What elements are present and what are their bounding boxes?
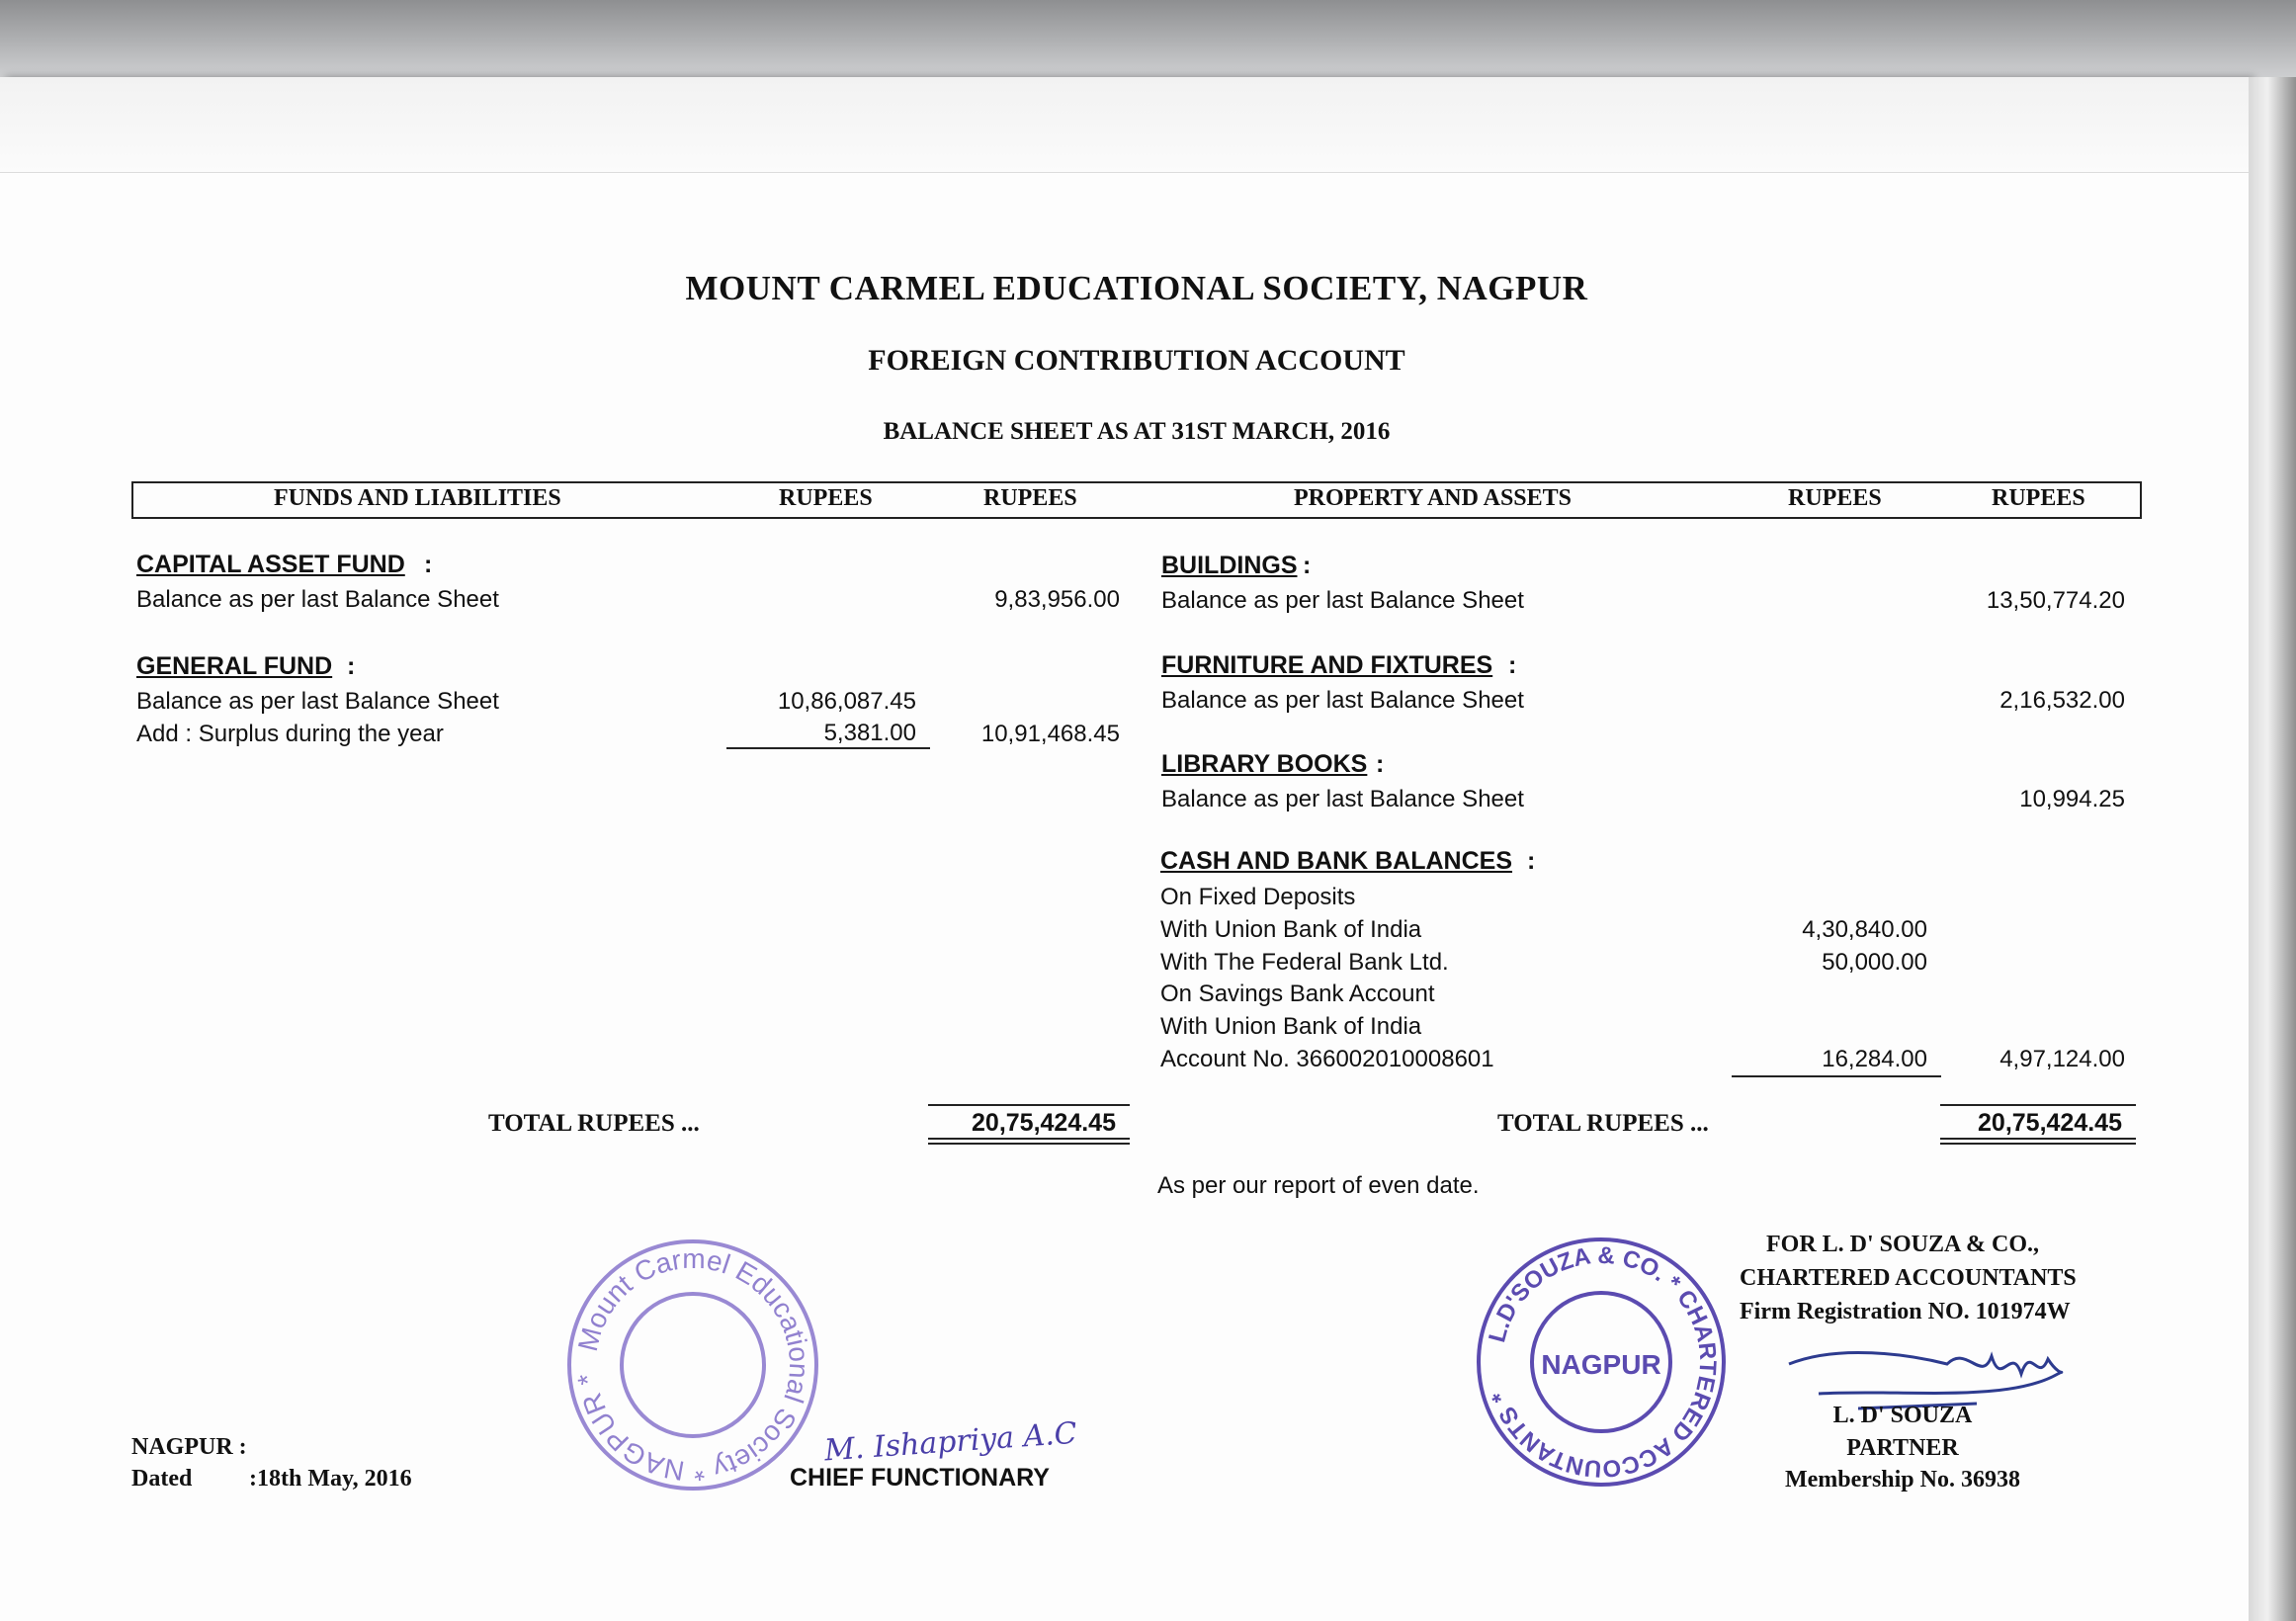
buildings-line: Balance as per last Balance Sheet: [1161, 587, 1524, 614]
capital-fund-amount: 9,83,956.00: [994, 586, 1120, 613]
heading-colon: :: [1303, 552, 1312, 579]
dated-value: :18th May, 2016: [249, 1466, 412, 1492]
subtotal-rule: [726, 747, 930, 749]
heading-colon: :: [347, 652, 356, 680]
page-edge: [2249, 77, 2296, 1621]
left-total-double-rule: [928, 1138, 1130, 1145]
cash-subtotal-rule: [1732, 1075, 1941, 1077]
fd-line1-amount: 4,30,840.00: [1802, 916, 1927, 943]
heading-colon: :: [1376, 750, 1385, 778]
library-line: Balance as per last Balance Sheet: [1161, 786, 1524, 812]
paper-fold: [0, 77, 2249, 173]
chief-signature: [820, 1404, 1107, 1473]
capital-fund-line: Balance as per last Balance Sheet: [136, 586, 499, 613]
col-property-assets: PROPERTY AND ASSETS: [1294, 485, 1573, 511]
fd-line2-amount: 50,000.00: [1822, 949, 1927, 976]
fd-line1: With Union Bank of India: [1160, 916, 1422, 943]
sb-heading: On Savings Bank Account: [1160, 981, 1435, 1007]
sb-line1: With Union Bank of India: [1160, 1013, 1422, 1040]
report-note: As per our report of even date.: [1157, 1172, 1480, 1199]
statement-title: BALANCE SHEET AS AT 31ST MARCH, 2016: [883, 418, 1391, 445]
general-fund-line1-amount: 10,86,087.45: [777, 688, 916, 715]
furniture-amount: 2,16,532.00: [1999, 687, 2125, 714]
library-amount: 10,994.25: [2019, 786, 2125, 812]
general-fund-line1: Balance as per last Balance Sheet: [136, 688, 499, 715]
heading-colon: :: [424, 551, 433, 578]
right-total-top-rule: [1940, 1104, 2136, 1106]
heading-colon: :: [1527, 847, 1536, 875]
firm-line1: FOR L. D' SOUZA & CO.,: [1765, 1232, 2040, 1257]
cash-total: 4,97,124.00: [1999, 1046, 2125, 1072]
dated-label: Dated: [131, 1466, 193, 1492]
right-total-double-rule: [1940, 1138, 2136, 1145]
firm-line3: Firm Registration NO. 101974W: [1740, 1299, 2071, 1324]
society-stamp: [563, 1236, 822, 1494]
svg-text:L.D'SOUZA & CO. * CHARTERED AC: L.D'SOUZA & CO. * CHARTERED ACCOUNTANTS *: [1484, 1241, 1722, 1483]
partner-name: L. D' SOUZA: [1832, 1403, 1973, 1428]
right-total-label: TOTAL RUPEES ...: [1497, 1110, 1709, 1137]
cash-heading: CASH AND BANK BALANCES: [1160, 847, 1513, 875]
svg-text:NAGPUR: NAGPUR: [1541, 1349, 1661, 1380]
svg-text:M. Ishapriya A.C: M. Ishapriya A.C: [823, 1415, 1078, 1469]
col-funds-liabilities: FUNDS AND LIABILITIES: [274, 485, 561, 511]
general-fund-line2-amount: 5,381.00: [823, 720, 916, 746]
org-title: MOUNT CARMEL EDUCATIONAL SOCIETY, NAGPUR: [685, 269, 1588, 307]
general-fund-heading: GENERAL FUND: [136, 652, 333, 680]
furniture-line: Balance as per last Balance Sheet: [1161, 687, 1524, 714]
svg-text:Mount Carmel Educational Socie: Mount Carmel Educational Society * NAGPUR *: [571, 1242, 815, 1488]
general-fund-line2: Add : Surplus during the year: [136, 721, 444, 747]
chief-functionary-label: CHIEF FUNCTIONARY: [790, 1464, 1050, 1492]
auditor-stamp: [1473, 1234, 1730, 1491]
account-title: FOREIGN CONTRIBUTION ACCOUNT: [868, 344, 1405, 377]
buildings-amount: 13,50,774.20: [1986, 587, 2125, 614]
left-total-label: TOTAL RUPEES ...: [488, 1110, 700, 1137]
buildings-heading: BUILDINGS: [1161, 552, 1298, 579]
partner-title: PARTNER: [1846, 1435, 1959, 1461]
sb-amount: 16,284.00: [1822, 1046, 1927, 1072]
col-right-rupees-2: RUPEES: [1992, 485, 2085, 511]
firm-line2: CHARTERED ACCOUNTANTS: [1740, 1265, 2077, 1291]
general-fund-total: 10,91,468.45: [980, 721, 1120, 747]
sb-line2: Account No. 366002010008601: [1160, 1046, 1494, 1072]
membership-number: Membership No. 36938: [1785, 1467, 2020, 1493]
fd-heading: On Fixed Deposits: [1160, 884, 1356, 910]
furniture-heading: FURNITURE AND FIXTURES: [1161, 651, 1493, 679]
fd-line2: With The Federal Bank Ltd.: [1160, 949, 1449, 976]
right-total-amount: 20,75,424.45: [1978, 1109, 2122, 1137]
left-total-amount: 20,75,424.45: [972, 1109, 1116, 1137]
left-total-top-rule: [928, 1104, 1130, 1106]
col-left-rupees-2: RUPEES: [983, 485, 1077, 511]
col-left-rupees-1: RUPEES: [779, 485, 873, 511]
col-right-rupees-1: RUPEES: [1788, 485, 1882, 511]
library-heading: LIBRARY BOOKS: [1161, 750, 1368, 778]
heading-colon: :: [1508, 651, 1517, 679]
place-city: NAGPUR :: [131, 1434, 247, 1460]
capital-fund-heading: CAPITAL ASSET FUND: [136, 551, 405, 578]
